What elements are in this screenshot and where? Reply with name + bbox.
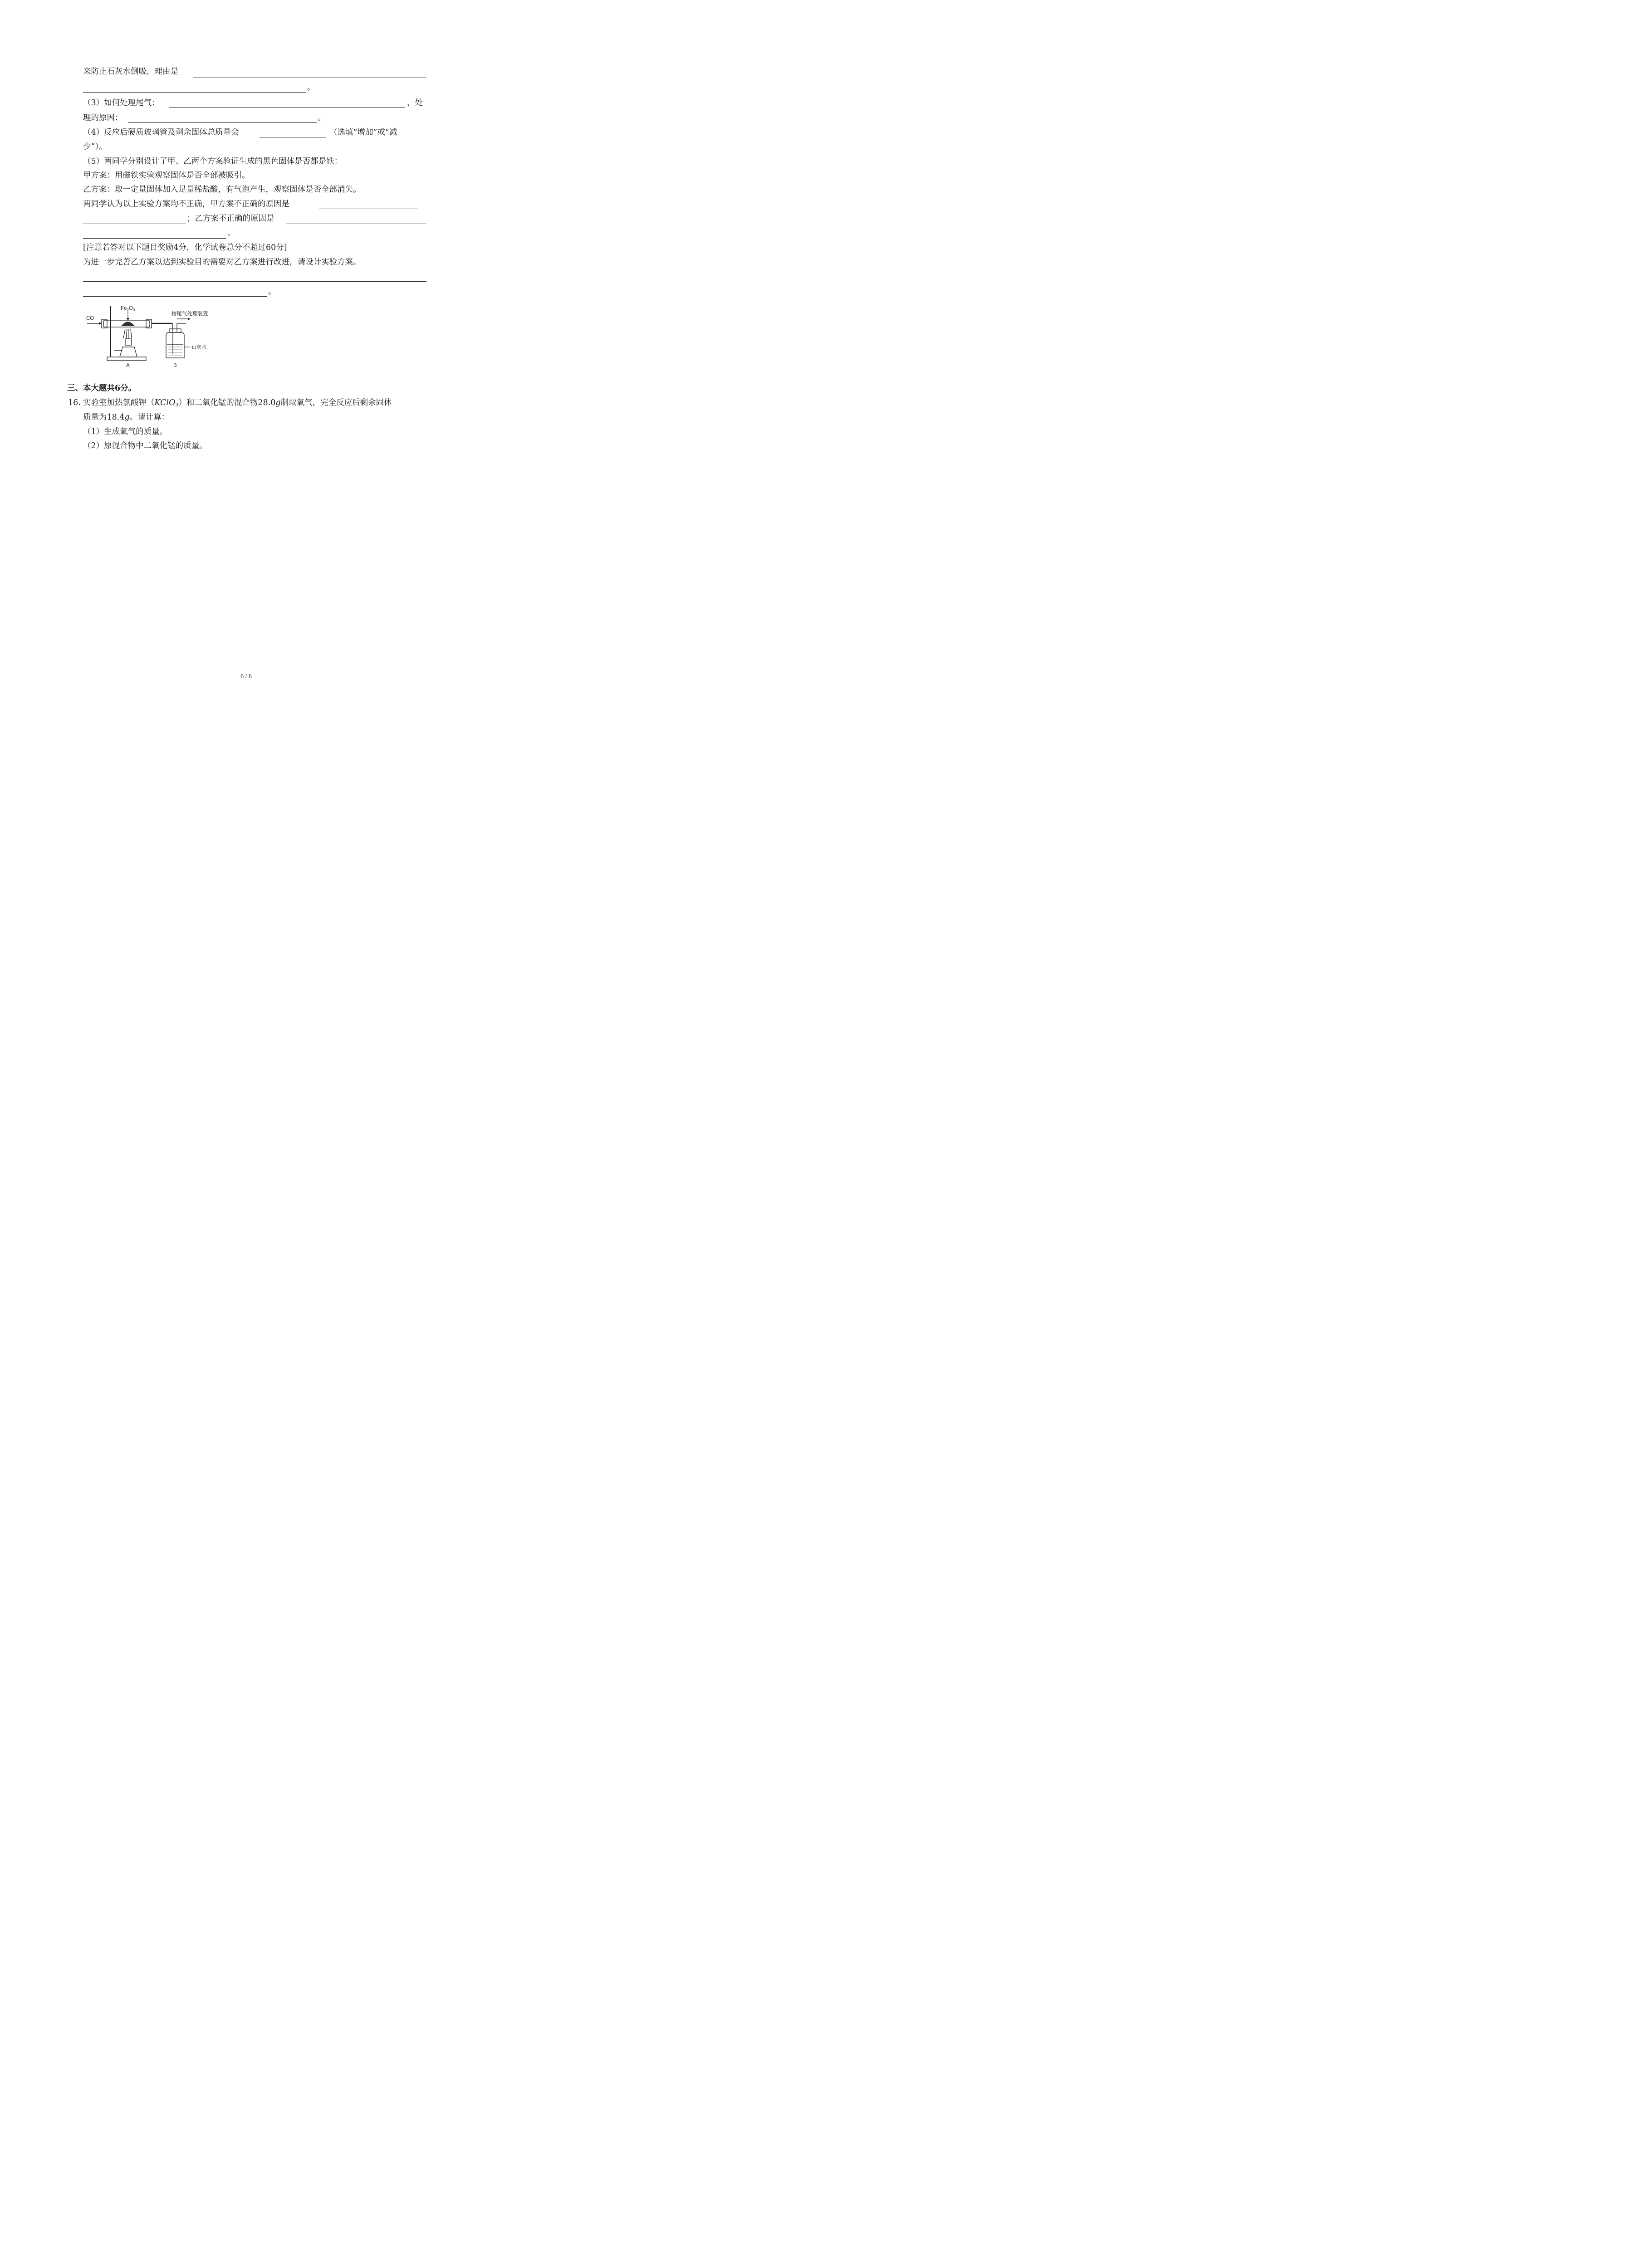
q16-sub2: （2）原混合物中二氧化锰的质量。 bbox=[83, 441, 207, 450]
answer-blank[interactable] bbox=[128, 122, 317, 123]
q16-number: 16. bbox=[68, 398, 81, 407]
label-limewater: 石灰水 bbox=[191, 345, 207, 350]
improve-end: 。 bbox=[268, 287, 276, 296]
alcohol-lamp bbox=[120, 347, 137, 357]
gas-bottle bbox=[166, 332, 184, 358]
stand-base bbox=[107, 357, 146, 361]
section-heading: 三、本大题共6分。 bbox=[67, 384, 137, 393]
q15-part4-tail: （选填“增加”或“减 bbox=[329, 128, 397, 137]
q15-part3-end: ，处 bbox=[407, 98, 423, 108]
plan-a: 甲方案：用磁铁实验观察固体是否全部被吸引。 bbox=[83, 171, 250, 180]
q16-sub1: （1）生成氧气的质量。 bbox=[83, 427, 168, 436]
q15-line1: 来防止石灰水倒吸，理由是 bbox=[83, 67, 178, 76]
q16-line2: 质量为18.4g。请计算： bbox=[83, 413, 170, 422]
q16-line1: 实验室加热氯酸钾（KClO$_3$）和二氧化锰的混合物28.0g制取氧气，完全反应后剩余固体 bbox=[83, 398, 392, 408]
judge-line2: ；乙方案不正确的原因是 bbox=[187, 214, 274, 223]
page-number: 6 / 6 bbox=[240, 673, 252, 680]
q15-line2-end: 。 bbox=[307, 83, 315, 92]
q15-part3-line2-end: 。 bbox=[318, 113, 326, 122]
answer-blank[interactable] bbox=[83, 92, 306, 93]
label-tail-gas: 接尾气处理装置 bbox=[171, 311, 208, 317]
q15-part4: （4）反应后硬质玻璃管及剩余固体总质量会 bbox=[83, 128, 239, 137]
bonus-note: [注意若答对以下题目奖励4分，化学试卷总分不超过60分] bbox=[83, 243, 287, 252]
label-co: CO bbox=[86, 316, 94, 321]
label-a: A bbox=[126, 363, 130, 368]
burner-head bbox=[125, 339, 132, 345]
fe2o3-powder bbox=[122, 322, 134, 326]
answer-blank[interactable] bbox=[169, 107, 405, 108]
answer-blank[interactable] bbox=[83, 281, 426, 282]
q15-part4-line2: 少”）。 bbox=[83, 142, 107, 152]
answer-blank[interactable] bbox=[83, 296, 267, 297]
q15-part3: （3）如何处理尾气： bbox=[83, 98, 160, 108]
improve-text: 为进一步完善乙方案以达到实验目的需要对乙方案进行改进，请设计实验方案。 bbox=[83, 258, 361, 267]
judge-text: 两同学认为以上实验方案均不正确，甲方案不正确的原因是 bbox=[83, 200, 289, 209]
q15-part5: （5）两同学分别设计了甲、乙两个方案验证生成的黑色固体是否都是铁： bbox=[83, 157, 343, 166]
bottle-stopper bbox=[169, 329, 181, 332]
q15-part3-line2: 理的原因： bbox=[83, 113, 123, 122]
answer-blank[interactable] bbox=[83, 238, 226, 239]
plan-b: 乙方案：取一定量固体加入足量稀盐酸，有气泡产生，观察固体是否全部消失。 bbox=[83, 185, 361, 194]
judge-line3-end: 。 bbox=[227, 229, 235, 238]
apparatus-figure bbox=[82, 302, 218, 370]
label-b: B bbox=[173, 363, 177, 368]
label-fe2o3: $Fe_2O_3$ bbox=[121, 306, 135, 312]
